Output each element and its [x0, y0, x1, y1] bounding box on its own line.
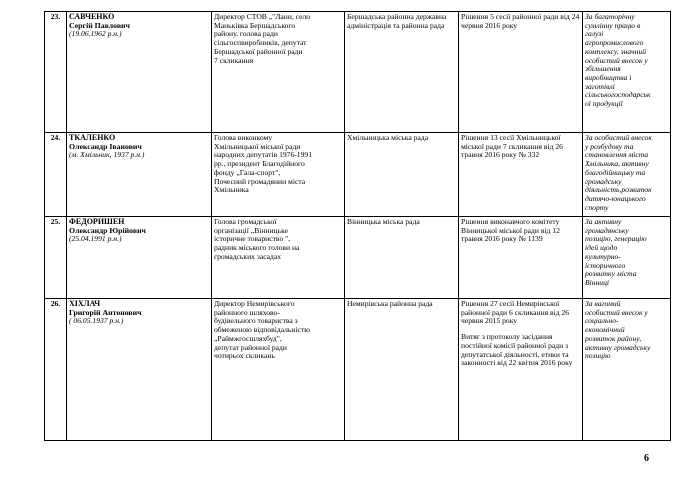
position-line: народних депутатів 1976-1991	[214, 150, 312, 160]
nominator-cell: Хмільницька міська рада	[345, 133, 459, 217]
person-cell	[67, 217, 212, 299]
reason-line: соціально-	[585, 316, 619, 326]
reason-line: ідей щодо	[585, 243, 618, 253]
position-line: Директор СТОВ „"Лани, село	[214, 12, 311, 21]
position-line: депутат районної ради	[214, 342, 287, 352]
reason-line: у розбудову та	[585, 141, 634, 151]
reason-line: громадянську	[585, 225, 629, 235]
position-line: чотирьох скликань	[214, 351, 275, 361]
position-line: району, голова ради	[214, 29, 278, 39]
decision-cell	[459, 299, 583, 441]
table-row	[45, 12, 671, 133]
reason-line: галузі	[585, 29, 604, 39]
person-birth-info: (19.06.1962 р.н.)	[69, 29, 122, 39]
reason-cell	[583, 133, 671, 217]
reason-line: комплексу, значний	[585, 46, 647, 56]
person-birth-info: ( 06.05.1937 р.н.)	[69, 316, 124, 326]
decision-cell	[459, 217, 583, 299]
position-line: Директор Немирівського	[214, 299, 295, 308]
decision-extra-text: Витяг з протоколу засідання постійної комісії районної ради з депутатської діяльності, етики та законності від 22 квітня 2016 року	[461, 332, 573, 368]
decision-text: Рішення 5 сесії районної ради від 24 червня 2016 року	[461, 12, 580, 30]
position-line: Маньківка Бершадського	[214, 20, 296, 30]
nominator-cell: Немирівська районна рада	[345, 299, 459, 441]
position-line: рр., президент Благодійного	[214, 159, 305, 169]
person-surname: ХІХЛАЧ	[69, 299, 101, 308]
person-given-name: Олександр Іванович	[69, 141, 142, 151]
nominator-cell: Вінницька міська рада	[345, 217, 459, 299]
table-row	[45, 299, 671, 441]
position-line: Хмільницької міської ради	[214, 141, 301, 151]
person-birth-info: (м. Хмільник, 1937 р.н.)	[69, 150, 145, 160]
nominator-cell: Бершадська районна державна адміністрація та районна рада	[345, 12, 459, 133]
decision-cell	[459, 12, 583, 133]
reason-line: сумлінну працю в	[585, 20, 641, 30]
reason-line: особистий внесок у	[585, 55, 648, 65]
reason-line: За активну	[585, 217, 622, 226]
reason-line: виробництва і	[585, 72, 632, 82]
decision-text: Рішення 27 сесії Немирівської районної ради 6 скликання від 26 червня 2015 року	[461, 299, 570, 326]
reason-line: історичного	[585, 260, 626, 270]
position-cell	[212, 217, 345, 299]
reason-line: позицію	[585, 351, 611, 361]
awards-table	[44, 11, 671, 441]
position-line: районного шляхово-	[214, 307, 280, 317]
reason-line: благодійницьку та	[585, 167, 646, 177]
reason-line: економічний	[585, 325, 625, 335]
position-line: 7 скликання	[214, 55, 254, 65]
reason-line: Вінниці	[585, 277, 609, 287]
reason-line: дитячо-юнацького	[585, 193, 646, 203]
reason-line: громадську	[585, 176, 622, 186]
awards-table-body	[45, 12, 671, 441]
reason-line: спорту	[585, 202, 609, 212]
row-number: 24.	[45, 133, 67, 217]
person-given-name: Григорій Антонович	[69, 307, 142, 317]
person-birth-info: (25.04.1991 р.н.)	[69, 234, 122, 244]
decision-text: Рішення виконавчого комітету Вінницької міської ради від 12 травня 2016 року № 1139	[461, 217, 560, 244]
position-cell	[212, 133, 345, 217]
row-number: 23.	[45, 12, 67, 133]
page-number: 6	[644, 453, 649, 464]
person-given-name: Олександр Юрійович	[69, 225, 146, 235]
position-line: будівельного товариства з	[214, 316, 298, 326]
position-line: обмеженою відповідальністю	[214, 325, 310, 335]
position-line: Бершадської районної ради	[214, 46, 303, 56]
reason-cell	[583, 12, 671, 133]
position-line: радник міського голови на	[214, 243, 300, 253]
reason-line: сільськогосподарськ	[585, 90, 651, 100]
position-line: сільгоспвиробників, депутат	[214, 38, 307, 48]
reason-line: агропромислового	[585, 38, 644, 48]
reason-cell	[583, 217, 671, 299]
reason-cell	[583, 299, 671, 441]
reason-line: розвиток району,	[585, 333, 642, 343]
position-line: „Раймжгосшляхбуд",	[214, 333, 282, 343]
reason-line: культурно-	[585, 251, 621, 261]
position-line: Хмільника	[214, 185, 249, 195]
reason-line: Хмільника, активну	[585, 159, 649, 169]
person-surname: ФЕДОРИШЕН	[69, 217, 125, 226]
person-cell	[67, 299, 212, 441]
reason-line: становлення міста	[585, 150, 649, 160]
reason-line: ої продукції	[585, 99, 623, 109]
position-line: Почесний громадянин міста	[214, 176, 306, 186]
decision-cell	[459, 133, 583, 217]
reason-line: За особистий внесок	[585, 133, 652, 142]
table-row	[45, 133, 671, 217]
reason-line: позицію, генерацію	[585, 234, 647, 244]
reason-line: діяльність,розвиток	[585, 185, 652, 195]
reason-line: За багаторічну	[585, 12, 635, 21]
position-line: Голова громадської	[214, 217, 277, 226]
person-cell	[67, 133, 212, 217]
table-row	[45, 217, 671, 299]
reason-line: За вагомий	[585, 299, 621, 308]
position-line: історичне товариство ",	[214, 234, 291, 244]
person-cell	[67, 12, 212, 133]
reason-line: особистий внесок у	[585, 307, 648, 317]
decision-text: Рішення 13 сесії Хмільницької міської ради 7 скликання від 26 травня 2016 року № 332	[461, 133, 563, 160]
person-given-name: Сергій Павлович	[69, 20, 130, 30]
person-surname: ТКАЛЕНКО	[69, 133, 116, 142]
position-line: організації „Вінницьке	[214, 225, 288, 235]
reason-line: збільшення	[585, 64, 621, 74]
position-line: громадських засадах	[214, 251, 282, 261]
position-cell	[212, 12, 345, 133]
position-cell	[212, 299, 345, 441]
reason-line: заготівлі	[585, 81, 615, 91]
reason-line: активну громадську	[585, 342, 651, 352]
row-number: 26.	[45, 299, 67, 441]
reason-line: розвитку міста	[585, 269, 637, 279]
row-number: 25.	[45, 217, 67, 299]
person-surname: САВЧЕНКО	[69, 12, 115, 21]
position-line: Голова виконкому	[214, 133, 273, 142]
position-line: фонду „Гала-спорт",	[214, 167, 281, 177]
